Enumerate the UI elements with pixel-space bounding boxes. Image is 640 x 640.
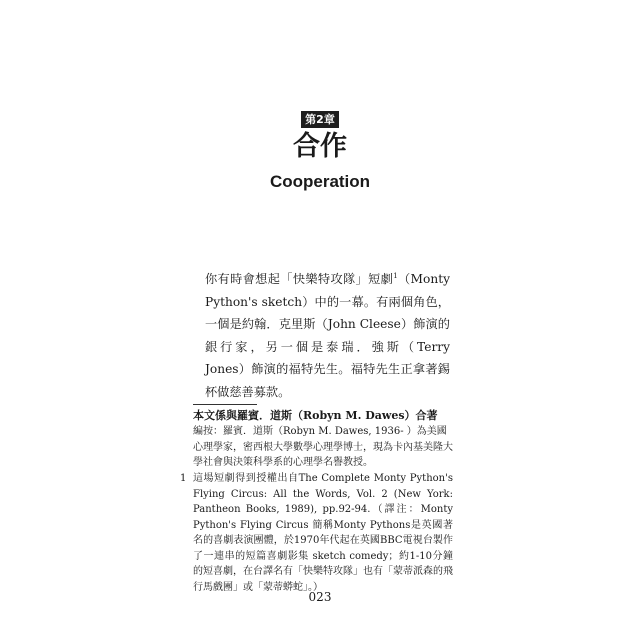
body-text-rest: （Monty Python's sketch）中的一幕。有兩個角色，一個是約翰．克里斯（John Cleese）飾演的銀行家，另一個是泰瑞．強斯（Terry Jones）飾演的福特先生。福特先生正拿著錫杯做慈善募款。 — [205, 272, 451, 399]
author-credit: 本文係與羅賓．道斯（Robyn M. Dawes）合著 — [193, 409, 438, 422]
page-number: 023 — [308, 590, 332, 604]
footnote-text: 這場短劇得到授權出自The Complete Monty Python's Flying Circus: All the Words, Vol. 2 (New York: Pantheon Books, 1989), pp.92-94.（譯注：Monty Python's Flying Circus 簡稱Monty Pythons是英國著名的喜劇表演團體，於1970年代起在英國BBC電視台製作了一連串的短篇喜劇影集 sketch comedy；約1-10分鐘的短喜劇，在台譯名有「快樂特攻隊」也有「蒙蒂派森的飛行馬戲團」或「蒙蒂蟒蛇」。） — [193, 473, 453, 593]
body-paragraph — [205, 268, 450, 403]
chapter-title-chinese: 合作 — [293, 131, 347, 162]
chapter-label — [0, 108, 640, 128]
footnote-number: 1 — [180, 473, 187, 484]
chapter-number: 第2章 — [301, 111, 339, 128]
footnote-divider — [193, 404, 257, 405]
footnote — [180, 471, 453, 595]
body-text-start: 你有時會想起「快樂特攻隊」短劇 — [205, 272, 394, 286]
chapter-title-english: Cooperation — [269, 172, 371, 191]
footnote-reference: 1 — [393, 271, 398, 280]
editor-note: 編按：羅賓．道斯（Robyn M. Dawes, 1936- ）為美國心理學家，密西根大學數學心理學博士，現為卡內基美隆大學社會與決策科學系的心理學名譽教授。 — [193, 426, 453, 468]
